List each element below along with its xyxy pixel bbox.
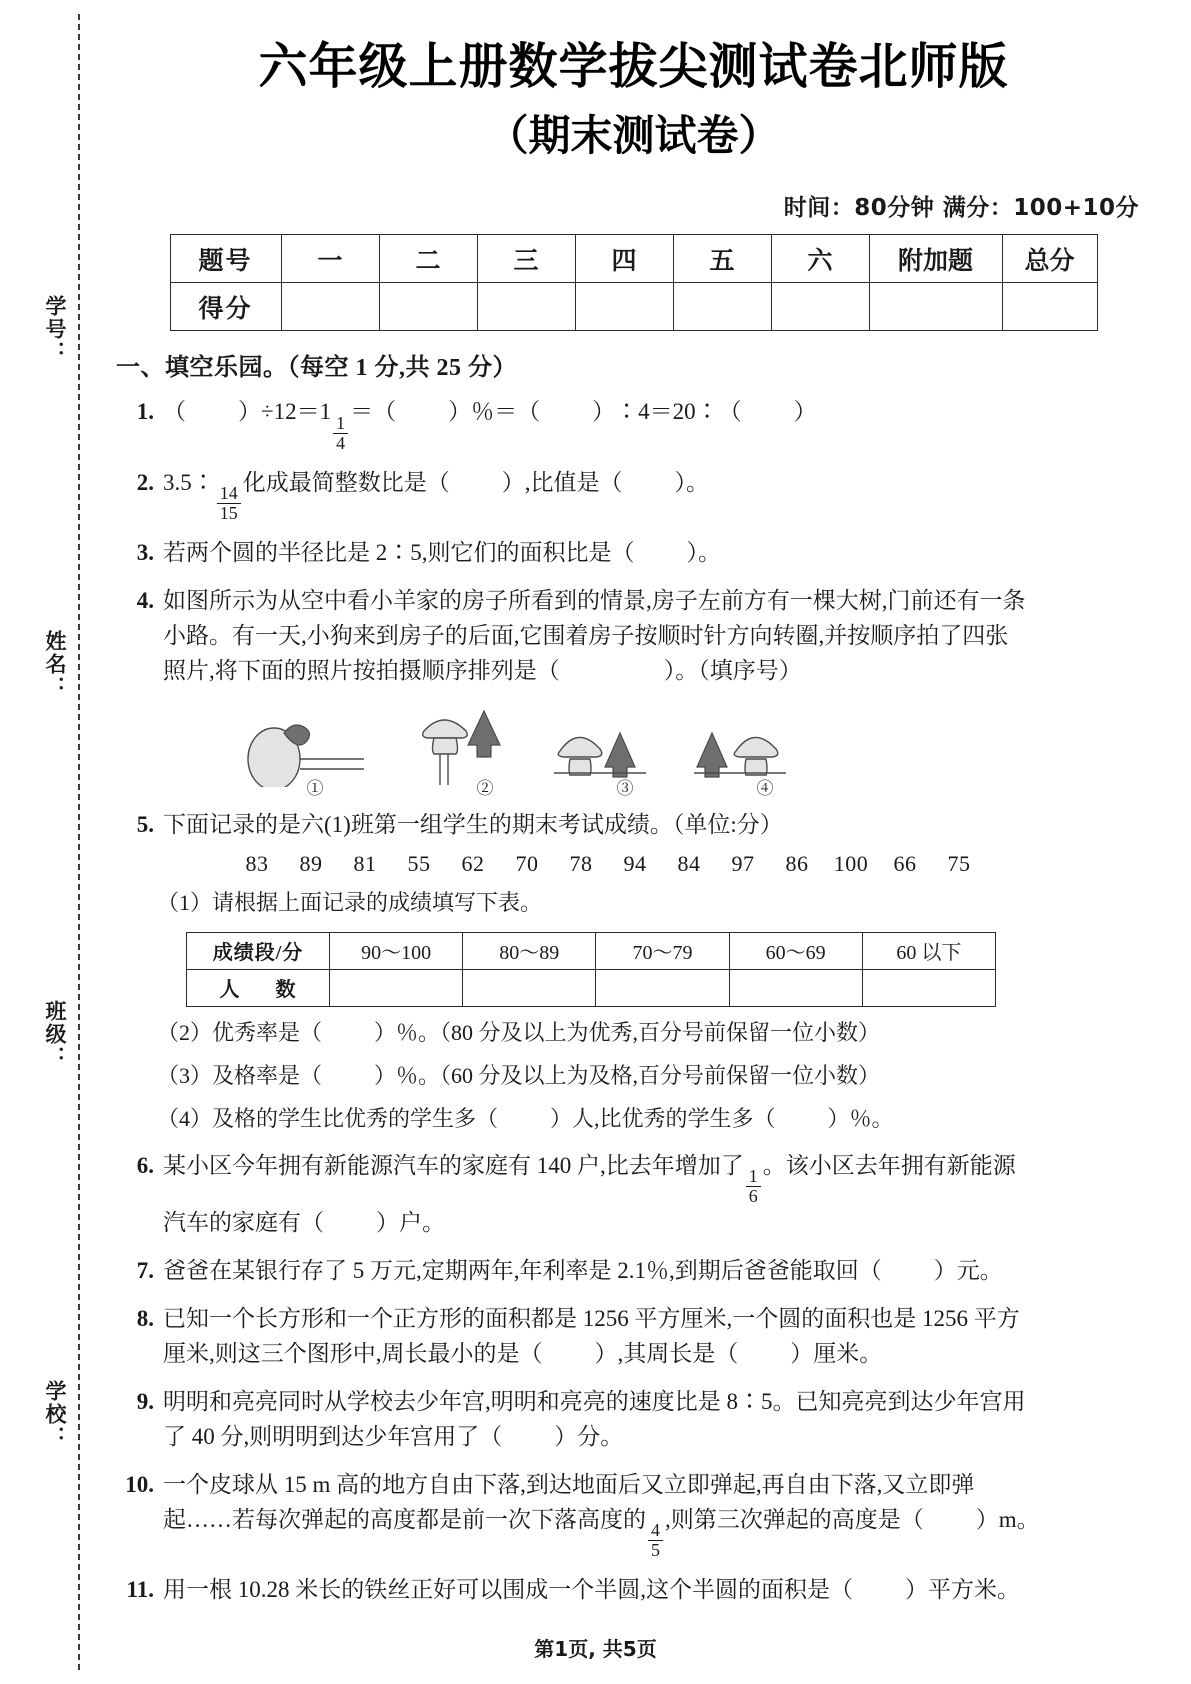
q4-line3-b: ）。（填序号） — [663, 657, 802, 683]
question-text — [163, 466, 1157, 523]
q5-sub4-b: ）人,比优秀的学生多（ — [550, 1106, 776, 1132]
q5-sub4-a: （4）及格的学生比优秀的学生多（ — [157, 1106, 499, 1132]
fraction-numerator: 1 — [333, 414, 348, 434]
fraction-denominator: 4 — [336, 432, 346, 453]
q9-line2-a: 了 40 分,则明明到达少年宫用了（ — [163, 1424, 503, 1450]
question-text — [163, 1254, 1157, 1289]
q10-line2-a: 起……若每次弹起的高度都是前一次下落高度的 — [163, 1507, 646, 1533]
illustration-caption-4: ④ — [756, 778, 774, 798]
rail-label-name: 姓名： — [43, 630, 67, 699]
stats-cell-1[interactable] — [330, 969, 463, 1006]
question-text — [163, 1468, 1157, 1560]
stats-cell-4[interactable] — [729, 969, 862, 1006]
q1-part-f: ） — [793, 399, 817, 425]
question-number: 8. — [136, 1306, 154, 1332]
score-value: 89 — [299, 850, 323, 876]
fraction-denominator: 5 — [651, 1540, 660, 1561]
score-value: 66 — [893, 850, 917, 876]
q2-part-d: ）。 — [674, 469, 709, 495]
q8-line-2 — [163, 1337, 1157, 1372]
score-cell-extra[interactable] — [869, 283, 1002, 331]
question-number: 3. — [136, 539, 154, 565]
score-value: 62 — [461, 850, 485, 876]
q2-part-b: 化成最简整数比是（ — [242, 469, 450, 495]
q6-line2-b: ）户。 — [376, 1210, 445, 1236]
q5-sub-3 — [157, 1059, 1157, 1093]
q8-line2-c: ）厘米。 — [790, 1341, 883, 1367]
question-number: 5. — [136, 811, 154, 837]
illustration-2-front-view — [410, 703, 560, 798]
q11-part-b: ）平方米。 — [905, 1577, 1020, 1603]
rail-label-class: 班级： — [43, 1000, 67, 1069]
q4-line-1: 如图所示为从空中看小羊家的房子所看到的情景,房子左前方有一棵大树,门前还有一条 — [163, 587, 1026, 613]
fraction-denominator: 6 — [748, 1186, 758, 1207]
mushroom-body-shape — [433, 738, 458, 754]
illustration-4-rear-view — [690, 703, 840, 798]
stats-row-label-count: 人 数 — [187, 969, 330, 1006]
q2-part-c: ）,比值是（ — [501, 469, 623, 495]
fraction-numerator: 4 — [648, 1521, 663, 1541]
tree-shape — [468, 711, 500, 757]
question-text — [163, 808, 1157, 843]
page-footer: 第1页, 共5页 — [534, 1637, 657, 1661]
q1-part-a: （ — [163, 399, 186, 425]
mushroom-cap-shape — [423, 720, 468, 738]
fraction-one-quarter — [333, 414, 348, 453]
question-text — [163, 1573, 1157, 1608]
score-table-header-1: 一 — [281, 235, 379, 283]
fraction-one-sixth — [746, 1167, 761, 1206]
q5-sub3-a: （3）及格率是（ — [157, 1062, 323, 1088]
q5-sub3-b: ）％。（60 分及以上为及格,百分号前保留一位小数） — [374, 1062, 881, 1088]
q11-part-a: 用一根 10.28 米长的铁丝正好可以围成一个半圆,这个半圆的面积是（ — [163, 1577, 853, 1603]
stats-header-label: 成绩段/分 — [187, 932, 330, 969]
illustration-1-dog-view — [240, 703, 390, 798]
q9-line-2 — [163, 1420, 1157, 1455]
q9-line2-b: ）分。 — [554, 1424, 624, 1450]
fraction-numerator: 1 — [746, 1167, 761, 1187]
stats-header-range-1: 90～100 — [330, 932, 463, 969]
fraction-numerator: 14 — [217, 484, 241, 504]
exam-content — [110, 0, 1191, 1684]
q1-part-b: ）÷12＝1 — [238, 399, 332, 425]
stats-cell-2[interactable] — [463, 969, 596, 1006]
score-table-header-extra: 附加题 — [869, 235, 1002, 283]
score-value: 83 — [245, 850, 269, 876]
q1-part-d: ）％＝（ — [448, 399, 541, 425]
score-cell-2[interactable] — [379, 283, 477, 331]
illustration-3-side-view — [550, 703, 700, 798]
score-value: 55 — [407, 850, 431, 876]
q10-line-2 — [163, 1503, 1157, 1560]
score-cell-6[interactable] — [771, 283, 869, 331]
dashed-fold-line — [78, 14, 80, 1670]
q7-part-b: ）元。 — [933, 1258, 1003, 1284]
score-summary-table — [170, 234, 1098, 331]
question-number: 10. — [125, 1472, 154, 1498]
score-value: 86 — [785, 850, 809, 876]
question-number: 9. — [136, 1389, 154, 1415]
table-row — [170, 235, 1097, 283]
stats-cell-5[interactable] — [862, 969, 995, 1006]
score-table-header-4: 四 — [575, 235, 673, 283]
score-cell-total[interactable] — [1002, 283, 1097, 331]
q5-sub-1: （1）请根据上面记录的成绩填写下表。 — [157, 889, 543, 915]
stats-header-range-3: 70～79 — [596, 932, 729, 969]
question-text — [163, 1385, 1157, 1455]
q5-sub4-c: ）％。 — [827, 1106, 894, 1132]
question-8 — [116, 1302, 1157, 1372]
q6-part-b: 。该小区去年拥有新能源 — [762, 1153, 1016, 1179]
question-number: 1. — [136, 399, 154, 425]
question-5 — [116, 808, 1157, 843]
q7-part-a: 爸爸在某银行存了 5 万元,定期两年,年利率是 2.1％,到期后爸爸能取回（ — [163, 1258, 882, 1284]
score-value: 100 — [833, 850, 869, 876]
question-3 — [116, 536, 1157, 571]
fraction-denominator: 15 — [219, 502, 238, 523]
score-value: 97 — [731, 850, 755, 876]
score-cell-3[interactable] — [477, 283, 575, 331]
page-title: 六年级上册数学拔尖测试卷北师版 — [258, 38, 1009, 95]
question-4 — [116, 584, 1157, 689]
score-table-header-label: 题号 — [170, 235, 281, 283]
q8-line2-b: ）,其周长是（ — [594, 1341, 739, 1367]
question-text — [163, 395, 1157, 452]
q1-part-c: ＝（ — [350, 399, 397, 425]
score-table-header-total: 总分 — [1002, 235, 1097, 283]
q8-line2-a: 厘米,则这三个图形中,周长最小的是（ — [163, 1341, 543, 1367]
q6-line-1 — [163, 1149, 1157, 1206]
score-table-header-3: 三 — [477, 235, 575, 283]
question-text — [163, 584, 1157, 689]
question-7 — [116, 1254, 1157, 1289]
table-row — [187, 969, 996, 1006]
mushroom-cap-shape — [558, 737, 602, 757]
table-row — [187, 932, 996, 969]
score-cell-4[interactable] — [575, 283, 673, 331]
question-11 — [116, 1573, 1157, 1608]
stats-header-range-5: 60 以下 — [862, 932, 995, 969]
mushroom-cap-shape — [734, 737, 778, 757]
table-row — [170, 283, 1097, 331]
stats-header-range-2: 80～89 — [463, 932, 596, 969]
question-6 — [116, 1149, 1157, 1241]
q5-lead: 下面记录的是六(1)班第一组学生的期末考试成绩。（单位:分） — [163, 811, 783, 837]
score-value: 78 — [569, 850, 593, 876]
q5-sub-4 — [157, 1102, 1157, 1136]
q10-line2-b: ,则第三次弹起的高度是（ — [664, 1507, 924, 1533]
question-2 — [116, 466, 1157, 523]
section-heading-fill-blanks: 一、填空乐园。（每空 1 分,共 25 分） — [116, 355, 517, 382]
tree-shape — [605, 733, 635, 777]
score-value: 70 — [515, 850, 539, 876]
score-value: 75 — [947, 850, 971, 876]
q6-line2-a: 汽车的家庭有（ — [163, 1210, 324, 1236]
q8-line-1: 已知一个长方形和一个正方形的面积都是 1256 平方厘米,一个圆的面积也是 1256 平方 — [163, 1306, 1020, 1332]
exam-meta: 时间：80分钟 满分：100+10分 — [783, 195, 1139, 222]
score-value: 94 — [623, 850, 647, 876]
illustration-caption-3: ③ — [616, 778, 634, 798]
stats-cell-3[interactable] — [596, 969, 729, 1006]
binding-margin — [0, 0, 110, 1684]
question-number: 7. — [136, 1258, 154, 1284]
q6-line-2 — [163, 1206, 1157, 1241]
score-value: 84 — [677, 850, 701, 876]
stats-header-range-4: 60～69 — [729, 932, 862, 969]
question-1 — [116, 395, 1157, 452]
q2-part-a: 3.5∶ — [163, 469, 215, 495]
photo-sequence-illustrations — [110, 699, 1157, 798]
q4-line3-a: 照片,将下面的照片按拍摄顺序排列是（ — [163, 657, 560, 683]
question-number: 4. — [136, 587, 154, 613]
score-distribution-table — [186, 932, 996, 1007]
score-table-header-5: 五 — [673, 235, 771, 283]
score-table-row-label: 得分 — [170, 283, 281, 331]
q10-line-1: 一个皮球从 15 m 高的地方自由下落,到达地面后又立即弹起,再自由下落,又立即弹 — [163, 1472, 975, 1498]
q10-line2-c: ）m。 — [975, 1507, 1040, 1533]
score-cell-1[interactable] — [281, 283, 379, 331]
question-text — [163, 536, 1157, 571]
page-subtitle: （期末测试卷） — [486, 110, 781, 160]
q6-part-a: 某小区今年拥有新能源汽车的家庭有 140 户,比去年增加了 — [163, 1153, 744, 1179]
illustration-caption-2: ② — [476, 778, 494, 798]
question-number: 6. — [136, 1153, 154, 1179]
q5-sub2-b: ）％。（80 分及以上为优秀,百分号前保留一位小数） — [374, 1019, 881, 1045]
fraction-fourteen-fifteenths — [217, 484, 241, 523]
score-table-header-6: 六 — [771, 235, 869, 283]
score-cell-5[interactable] — [673, 283, 771, 331]
question-9 — [116, 1385, 1157, 1455]
question-text — [163, 1149, 1157, 1241]
q5-score-list — [230, 851, 1157, 877]
score-table-header-2: 二 — [379, 235, 477, 283]
q3-part-a: 若两个圆的半径比是 2∶5,则它们的面积比是（ — [163, 539, 635, 565]
tree-shape — [697, 733, 727, 777]
question-number: 11. — [126, 1577, 154, 1603]
q4-line-3 — [163, 654, 1157, 689]
rail-label-student-id: 学号： — [43, 295, 67, 364]
rail-label-school: 学校： — [43, 1380, 67, 1449]
fraction-four-fifths — [648, 1521, 663, 1560]
question-number: 2. — [136, 469, 154, 495]
score-value: 81 — [353, 850, 377, 876]
q5-sub-2 — [157, 1016, 1157, 1050]
illustration-caption-1: ① — [306, 778, 324, 798]
q9-line-1: 明明和亮亮同时从学校去少年宫,明明和亮亮的速度比是 8∶5。已知亮亮到达少年宫用 — [163, 1389, 1026, 1415]
question-text — [163, 1302, 1157, 1372]
question-10 — [116, 1468, 1157, 1560]
q5-sub2-a: （2）优秀率是（ — [157, 1019, 323, 1045]
q1-part-e: ）∶4＝20∶（ — [592, 399, 742, 425]
q4-line-2: 小路。有一天,小狗来到房子的后面,它围着房子按顺时针方向转圈,并按顺序拍了四张 — [163, 622, 1009, 648]
q3-part-b: ）。 — [686, 539, 721, 565]
